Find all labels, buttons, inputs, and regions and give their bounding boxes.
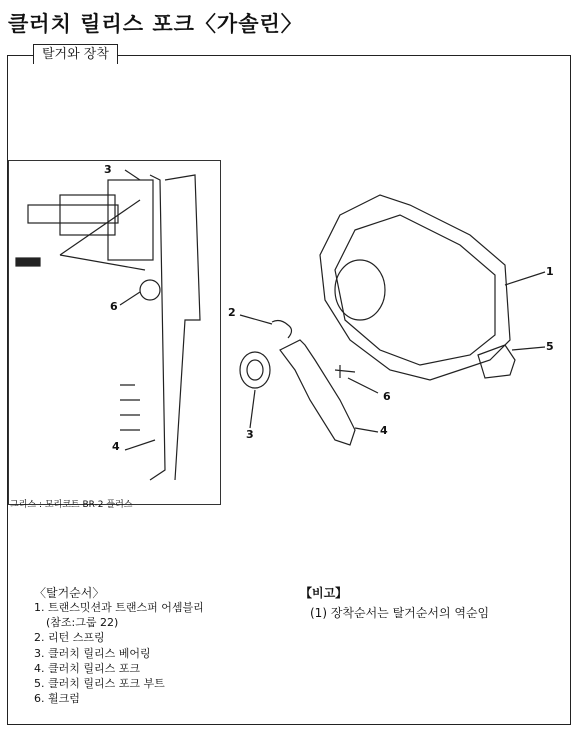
return-spring [272,321,292,338]
callout-5: 5 [546,340,554,353]
inset-fork [150,175,165,480]
callout-4: 4 [380,424,388,437]
procedure-list [34,600,204,706]
callout-3: 3 [246,428,254,441]
note-text: (1) 장착순서는 탈거순서의 역순임 [310,606,490,620]
release-bearing [240,352,270,388]
fulcrum-bolt [335,365,355,378]
page-title: 클러치 릴리스 포크〈가솔린〉 [8,12,303,36]
procedure-item: 4. 클러치 릴리스 포크 [34,661,140,675]
section-tab: 탈거와 장착 [33,44,118,64]
grease-icon [16,258,40,266]
inset-housing [60,195,115,235]
callout-6: 6 [383,390,391,403]
inset-caption: 그리스 : 모리코트 BR-2 플러스 [10,500,133,510]
callout-2: 2 [228,306,236,319]
fork-boot [478,345,515,378]
procedure-item: 5. 클러치 릴리스 포크 부트 [34,677,165,691]
procedure-item: 3. 클러치 릴리스 베어링 [34,646,151,660]
procedure-item: 2. 리턴 스프링 [34,631,105,645]
note-title: 【비고】 [300,586,348,600]
procedure-item: 6. 휠크럼 [34,692,80,706]
procedure-item: (참조:그룹 22) [46,616,119,630]
inset-shaft [28,205,118,223]
inset-fulcrum [140,280,160,300]
release-fork [280,340,355,445]
procedure-title: 〈탈거순서〉 [34,586,105,600]
procedure-item: 1. 트랜스밋션과 트랜스퍼 어셈블리 [34,601,204,614]
callout-1: 1 [546,265,554,278]
inset-callout-6: 6 [110,300,118,313]
inset-callout-3: 3 [104,163,112,176]
inset-callout-4: 4 [112,440,120,453]
